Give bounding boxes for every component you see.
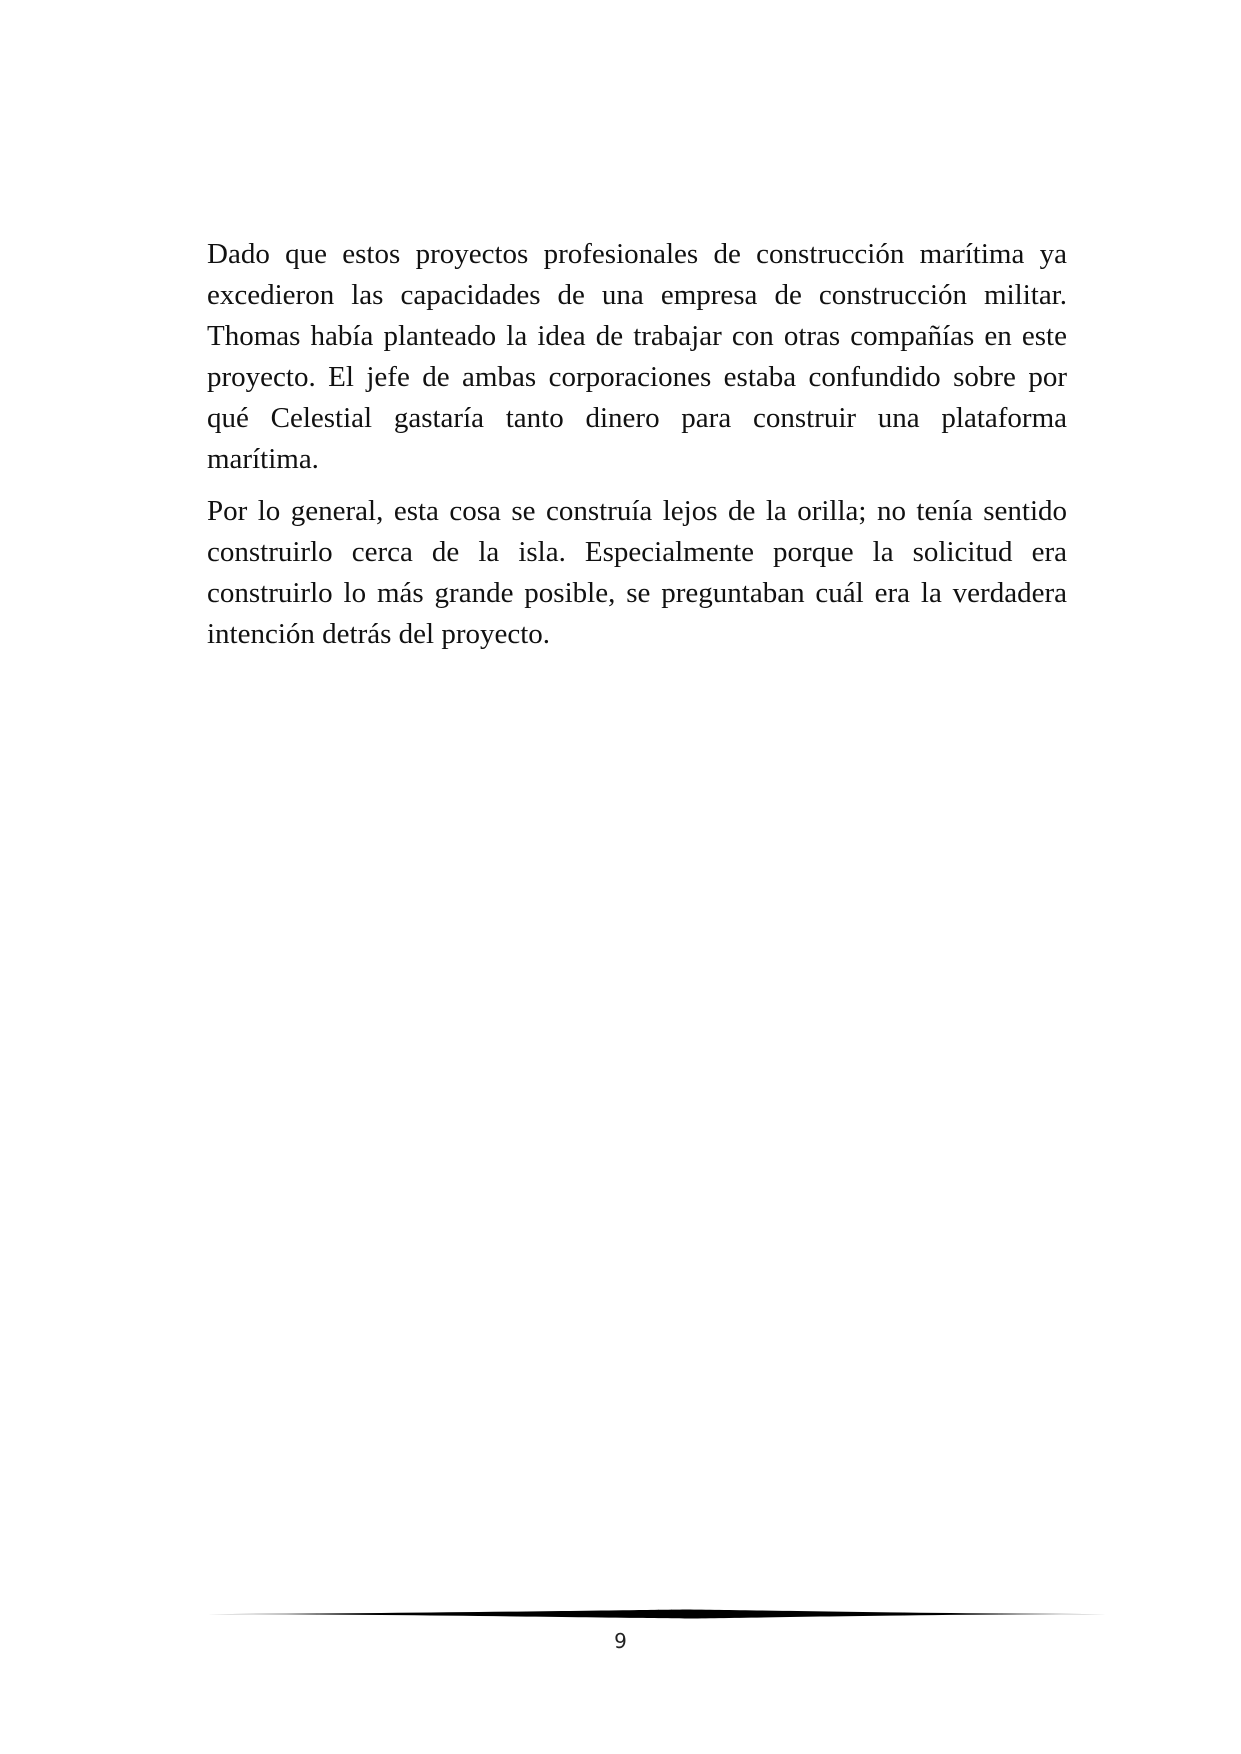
paragraph-1: Dado que estos proyectos profesionales de construcción marítima ya excedieron las capacidades de una empresa de construcción militar. Thomas había planteado la idea de trabajar con otras compañías en este proyecto. El jefe de ambas corporaciones estaba confundido sobre por qué Celestial gastaría tanto dinero para construir una plataforma marítima. [207,238,1067,475]
paragraph-2: Por lo general, esta cosa se construía lejos de la orilla; no tenía sentido construirlo cerca de la isla. Especialmente porque la solicitud era construirlo lo más grande posible, se preguntaban cuál era la verdadera intención detrás del proyecto. [207,495,1067,650]
footer-divider [207,1607,1107,1621]
page-number: 9 [614,1629,627,1653]
body-text [207,234,1067,666]
